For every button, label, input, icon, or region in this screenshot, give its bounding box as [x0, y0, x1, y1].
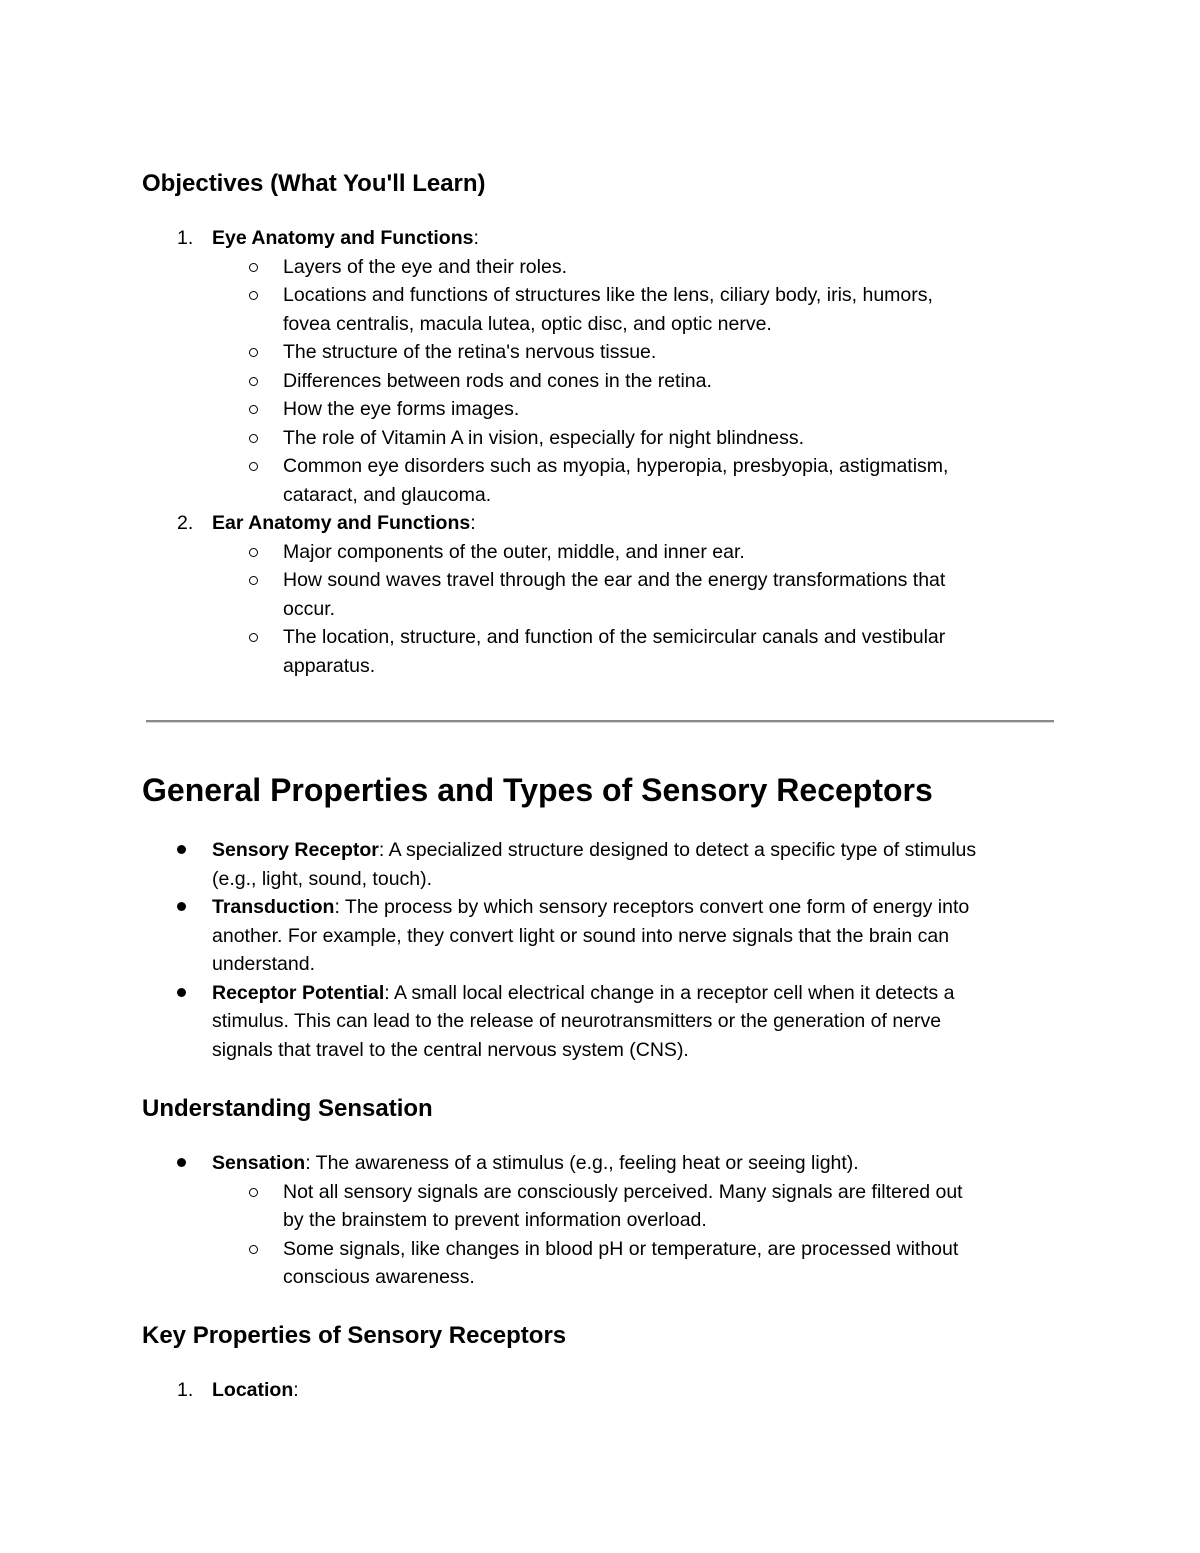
bullet-text: : A specialized structure designed to detect a specific type of stimulus	[378, 839, 977, 861]
list-number: 2.	[177, 512, 194, 534]
list-number: 1.	[177, 227, 194, 249]
sub-item-text: The role of Vitamin A in vision, especially for night blindness.	[283, 426, 805, 449]
bullet-item-continuation	[142, 865, 1062, 894]
list-term: Ear Anatomy and Functions	[212, 512, 471, 534]
list-number: 1.	[177, 1379, 194, 1401]
bullet-text: : The awareness of a stimulus (e.g., feeling heat or seeing light).	[305, 1152, 859, 1174]
list-suffix: :	[473, 227, 479, 249]
sub-list-item	[142, 1178, 1062, 1207]
circle-bullet-icon	[249, 548, 258, 557]
key-heading: Key Properties of Sensory Receptors	[142, 1322, 567, 1349]
sub-item-text: fovea centralis, macula lutea, optic disc, and optic nerve.	[283, 312, 772, 335]
bullet-text: another. For example, they convert light or sound into nerve signals that the brain can	[212, 924, 950, 947]
sensation-list	[142, 1149, 1062, 1292]
list-suffix: :	[293, 1379, 299, 1401]
bullet-text: (e.g., light, sound, touch).	[212, 867, 433, 890]
bullet-item	[142, 893, 1062, 922]
bullet-term: Transduction	[212, 896, 335, 918]
sub-list-item-continuation	[142, 310, 1062, 339]
sub-list-item-continuation	[142, 1206, 1062, 1235]
objectives-section	[142, 169, 1062, 199]
general-list	[142, 836, 1062, 1064]
bullet-term: Receptor Potential	[212, 981, 385, 1004]
key-section	[142, 1321, 1062, 1351]
sub-item-text: occur.	[283, 597, 336, 620]
bullet-text: understand.	[212, 953, 315, 975]
sub-list-item	[142, 253, 1062, 282]
circle-bullet-icon	[249, 405, 258, 414]
sub-list-item	[142, 424, 1062, 453]
list-item	[142, 509, 1062, 538]
bullet-icon	[177, 1158, 186, 1167]
sensation-heading: Understanding Sensation	[142, 1095, 433, 1122]
sub-item-text: Locations and functions of structures like the lens, ciliary body, iris, humors,	[283, 284, 933, 306]
sub-item-text: apparatus.	[283, 654, 376, 677]
sensation-section	[142, 1094, 1062, 1124]
circle-bullet-icon	[249, 462, 258, 471]
key-list	[142, 1376, 1062, 1405]
sub-item-text: How sound waves travel through the ear and the energy transformations that	[283, 569, 946, 591]
bullet-icon	[177, 988, 186, 997]
list-suffix: :	[470, 512, 476, 534]
circle-bullet-icon	[249, 377, 258, 386]
sub-item-text: Not all sensory signals are consciously perceived. Many signals are filtered out	[283, 1180, 963, 1203]
circle-bullet-icon	[249, 1188, 258, 1197]
bullet-term: Sensation	[212, 1152, 306, 1174]
sub-list-item-continuation	[142, 595, 1062, 624]
sub-list-item	[142, 452, 1062, 481]
sub-list-item	[142, 367, 1062, 396]
sub-list-item	[142, 623, 1062, 652]
circle-bullet-icon	[249, 263, 258, 272]
bullet-item-continuation	[142, 1007, 1062, 1036]
sub-list-item	[142, 1235, 1062, 1264]
bullet-term: Sensory Receptor	[212, 839, 379, 861]
bullet-text: : A small local electrical change in a receptor cell when it detects a	[384, 981, 955, 1004]
sub-item-text: Common eye disorders such as myopia, hyperopia, presbyopia, astigmatism,	[283, 455, 949, 477]
sub-list-item	[142, 281, 1062, 310]
sub-item-text: Major components of the outer, middle, and inner ear.	[283, 540, 745, 563]
bullet-text: stimulus. This can lead to the release of neurotransmitters or the generation of nerve	[212, 1010, 942, 1032]
sub-item-text: Layers of the eye and their roles.	[283, 255, 567, 278]
sub-item-text: conscious awareness.	[283, 1266, 475, 1288]
bullet-icon	[177, 902, 186, 911]
list-item	[142, 224, 1062, 253]
sub-item-text: The structure of the retina's nervous tissue.	[283, 341, 657, 363]
sub-item-text: The location, structure, and function of the semicircular canals and vestibular	[283, 626, 946, 648]
sub-list-item-continuation	[142, 481, 1062, 510]
sub-list-item	[142, 566, 1062, 595]
bullet-text: signals that travel to the central nervous system (CNS).	[212, 1038, 689, 1061]
bullet-item-continuation	[142, 950, 1062, 979]
list-term: Location	[212, 1379, 294, 1401]
general-heading: General Properties and Types of Sensory Receptors	[142, 772, 933, 808]
sub-list-item	[142, 395, 1062, 424]
circle-bullet-icon	[249, 291, 258, 300]
bullet-item	[142, 836, 1062, 865]
bullet-item-continuation	[142, 922, 1062, 951]
bullet-text: : The process by which sensory receptors convert one form of energy into	[334, 896, 970, 918]
circle-bullet-icon	[249, 1245, 258, 1254]
sub-list-item-continuation	[142, 1263, 1062, 1292]
circle-bullet-icon	[249, 576, 258, 585]
circle-bullet-icon	[249, 633, 258, 642]
circle-bullet-icon	[249, 434, 258, 443]
bullet-item	[142, 1149, 1062, 1178]
sub-item-text: How the eye forms images.	[283, 398, 520, 420]
sub-item-text: cataract, and glaucoma.	[283, 483, 492, 506]
sub-list-item-continuation	[142, 652, 1062, 681]
list-item	[142, 1376, 1062, 1405]
general-section	[142, 770, 1062, 810]
bullet-item-continuation	[142, 1036, 1062, 1065]
bullet-item	[142, 979, 1062, 1008]
objectives-heading: Objectives (What You'll Learn)	[142, 170, 486, 197]
sub-list-item	[142, 338, 1062, 367]
objectives-list	[142, 224, 1062, 680]
sub-item-text: by the brainstem to prevent information overload.	[283, 1209, 707, 1231]
circle-bullet-icon	[249, 348, 258, 357]
sub-item-text: Some signals, like changes in blood pH or temperature, are processed without	[283, 1237, 959, 1260]
sub-item-text: Differences between rods and cones in the retina.	[283, 369, 712, 392]
list-term: Eye Anatomy and Functions	[212, 227, 474, 249]
bullet-icon	[177, 845, 186, 854]
horizontal-divider	[146, 720, 1054, 723]
sub-list-item	[142, 538, 1062, 567]
